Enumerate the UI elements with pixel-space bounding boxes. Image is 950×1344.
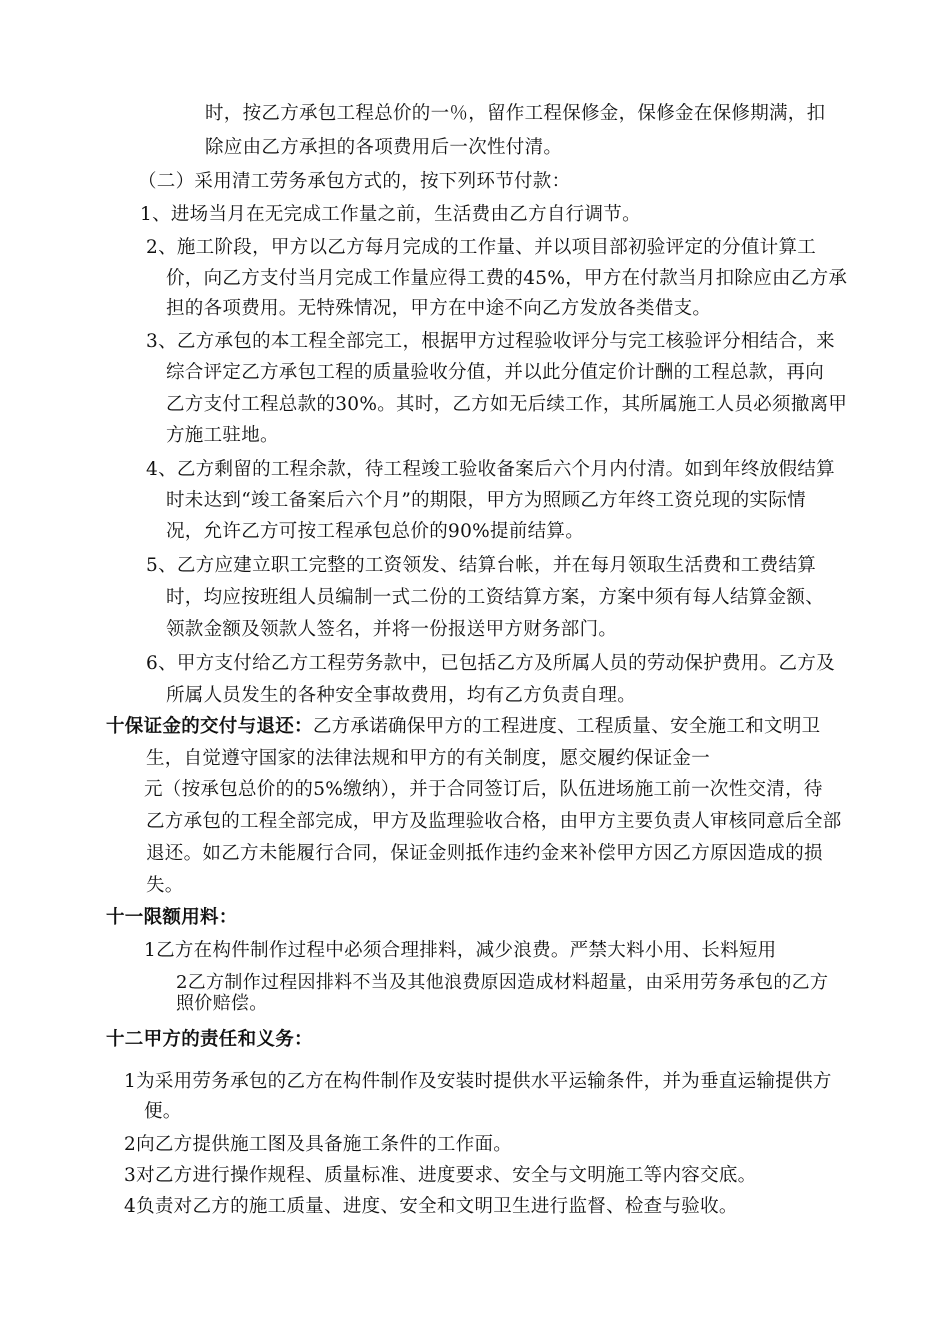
text-line: 价，向乙方支付当月完成工作量应得工费的45%，甲方在付款当月扣除应由乙方承	[166, 268, 848, 289]
text-line: 乙方支付工程总款的30%。其时，乙方如无后续工作，其所属施工人员必须撤离甲	[166, 394, 848, 415]
text-line: 生，自觉遵守国家的法律法规和甲方的有关制度，愿交履约保证金一	[146, 748, 711, 769]
text-line: 1、进场当月在无完成工作量之前，生活费由乙方自行调节。	[140, 204, 641, 225]
text-line: 所属人员发生的各种安全事故费用，均有乙方负责自理。	[166, 685, 637, 706]
text-line: 况，允许乙方可按工程承包总价的90%提前结算。	[166, 521, 585, 542]
text-line: 综合评定乙方承包工程的质量验收分值，并以此分值定价计酬的工程总款，再向	[166, 362, 825, 383]
text-line: 方施工驻地。	[166, 425, 279, 446]
text-line: 6、甲方支付给乙方工程劳务款中，已包括乙方及所属人员的劳动保护费用。乙方及	[146, 653, 835, 674]
text-line: 时，按乙方承包工程总价的一％，留作工程保修金，保修金在保修期满，扣	[205, 103, 826, 124]
text-line: 时，均应按班组人员编制一式二份的工资结算方案，方案中须有每人结算金额、	[166, 587, 825, 608]
text-line: 领款金额及领款人签名，并将一份报送甲方财务部门。	[166, 619, 618, 640]
text-line: 便。	[144, 1101, 182, 1122]
text-line: 3、乙方承包的本工程全部完工，根据甲方过程验收评分与完工核验评分相结合，来	[146, 331, 835, 352]
section-heading-twelve: 十二甲方的责任和义务：	[106, 1029, 313, 1050]
section-heading-label: 十保证金的交付与退还：	[106, 716, 313, 737]
text-line: 4负责对乙方的施工质量、进度、安全和文明卫生进行监督、检查与验收。	[124, 1196, 738, 1217]
text-line: 除应由乙方承担的各项费用后一次性付清。	[205, 137, 563, 158]
text-line: 乙方承包的工程全部完成，甲方及监理验收合格，由甲方主要负责人审核同意后全部	[146, 811, 842, 832]
text-line: 3对乙方进行操作规程、质量标准、进度要求、安全与文明施工等内容交底。	[124, 1165, 757, 1186]
section-heading-eleven: 十一限额用料：	[106, 907, 238, 928]
text-line: 2向乙方提供施工图及具备施工条件的工作面。	[124, 1134, 513, 1155]
text-line: 元（按承包总价的的5%缴纳），并于合同签订后，队伍进场施工前一次性交清，待	[144, 779, 823, 800]
text-line: 5、乙方应建立职工完整的工资领发、结算台帐，并在每月领取生活费和工费结算	[146, 555, 817, 576]
text-line: （二）采用清工劳务承包方式的，按下列环节付款：	[138, 171, 571, 192]
text-line: 1为采用劳务承包的乙方在构件制作及安装时提供水平运输条件，并为垂直运输提供方	[124, 1071, 832, 1092]
section-body-text: 乙方承诺确保甲方的工程进度、工程质量、安全施工和文明卫	[312, 716, 821, 737]
text-line: 退还。如乙方未能履行合同，保证金则抵作违约金来补偿甲方因乙方原因造成的损	[146, 843, 823, 864]
text-line: 4、乙方剩留的工程余款，待工程竣工验收备案后六个月内付清。如到年终放假结算	[146, 459, 835, 480]
text-line: 1乙方在构件制作过程中必须合理排料，减少浪费。严禁大料小用、长料短用	[144, 940, 777, 961]
text-line: 2乙方制作过程因排料不当及其他浪费原因造成材料超量，由采用劳务承包的乙方	[176, 972, 829, 993]
text-line: 时未达到“竣工备案后六个月”的期限，甲方为照顾乙方年终工资兑现的实际情	[166, 490, 806, 511]
text-line: 照价赔偿。	[176, 993, 268, 1014]
section-heading-ten	[106, 715, 820, 739]
text-line: 失。	[146, 875, 184, 896]
text-line: 2、施工阶段，甲方以乙方每月完成的工作量、并以项目部初验评定的分值计算工	[146, 237, 817, 258]
text-line: 担的各项费用。无特殊情况，甲方在中途不向乙方发放各类借支。	[166, 298, 712, 319]
